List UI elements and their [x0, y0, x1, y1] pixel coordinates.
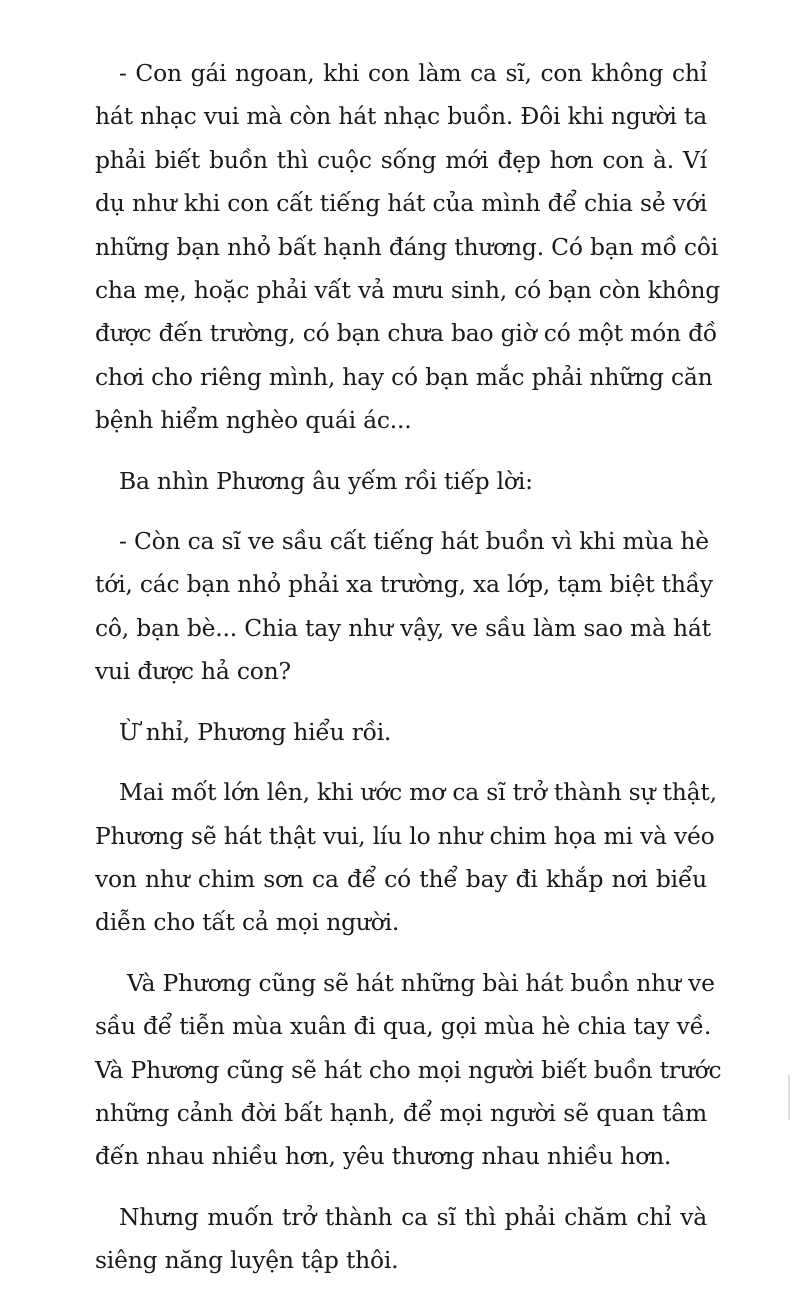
paragraph-narration	[95, 460, 707, 503]
text-line: những cảnh đời bất hạnh, để mọi người sẽ quan tâm	[95, 1098, 707, 1127]
book-page	[95, 52, 722, 1300]
text-line: dụ như khi con cất tiếng hát của mình để chia sẻ với	[95, 189, 707, 218]
text-line: diễn cho tất cả mọi người.	[95, 908, 400, 937]
paragraph-understanding	[95, 711, 707, 754]
text-line: bệnh hiểm nghèo quái ác...	[95, 406, 412, 435]
text-line: - Con gái ngoan, khi con làm ca sĩ, con không chỉ	[119, 59, 707, 87]
text-line: hát nhạc vui mà còn hát nhạc buồn. Đôi khi người ta	[95, 102, 707, 131]
text-line: - Còn ca sĩ ve sầu cất tiếng hát buồn vì khi mùa hè	[119, 527, 709, 556]
text-line: sầu để tiễn mùa xuân đi qua, gọi mùa hè chia tay về.	[95, 1012, 712, 1041]
text-line: siêng năng luyện tập thôi.	[95, 1246, 399, 1275]
text-line: Nhưng muốn trở thành ca sĩ thì phải chăm chỉ và	[119, 1202, 707, 1231]
text-line: Và Phương cũng sẽ hát cho mọi người biết buồn trước	[95, 1055, 722, 1084]
text-line: chơi cho riêng mình, hay có bạn mắc phải những căn	[95, 362, 713, 391]
text-line: những bạn nhỏ bất hạnh đáng thương. Có bạn mồ côi	[95, 232, 718, 261]
paragraph-father-speech	[95, 52, 721, 443]
page-edge-shadow	[788, 1075, 790, 1120]
text-line: cô, bạn bè... Chia tay như vậy, ve sầu làm sao mà hát	[95, 613, 711, 642]
text-line: được đến trường, có bạn chưa bao giờ có một món đồ	[95, 319, 717, 348]
text-line: cha mẹ, hoặc phải vất vả mưu sinh, có bạn còn không	[95, 276, 721, 305]
text-line: Phương sẽ hát thật vui, líu lo như chim họa mi và véo	[95, 821, 715, 850]
text-line: Mai mốt lớn lên, khi ước mơ ca sĩ trở thành sự thật,	[119, 778, 717, 807]
text-line: von như chim sơn ca để có thể bay đi khắp nơi biểu	[95, 864, 707, 893]
text-line: Ba nhìn Phương âu yếm rồi tiếp lời:	[119, 466, 533, 495]
text-line: đến nhau nhiều hơn, yêu thương nhau nhiều hơn.	[95, 1142, 672, 1171]
text-line: phải biết buồn thì cuộc sống mới đẹp hơn con à. Ví	[95, 145, 707, 174]
text-line: tới, các bạn nhỏ phải xa trường, xa lớp, tạm biệt thầy	[95, 570, 713, 599]
paragraph-practice	[95, 1196, 707, 1283]
text-line: Ừ nhỉ, Phương hiểu rồi.	[119, 717, 392, 746]
paragraph-cicada-speech	[95, 520, 713, 694]
text-line: Và Phương cũng sẽ hát những bài hát buồn như ve	[127, 968, 715, 997]
text-line: vui được hả con?	[95, 657, 291, 686]
paragraph-future-dream	[95, 771, 717, 945]
paragraph-sad-songs	[95, 962, 722, 1179]
